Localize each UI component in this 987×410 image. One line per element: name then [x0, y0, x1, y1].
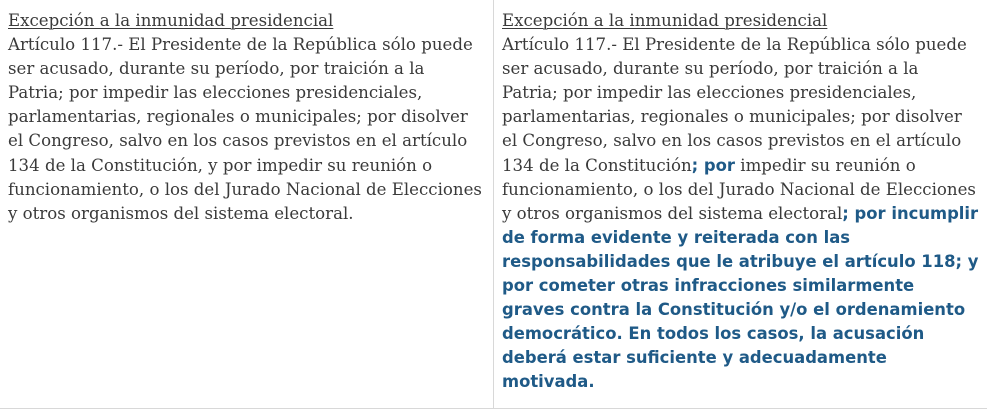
modified-text-column — [494, 0, 987, 408]
right-article-body-part2: impedir su reunión o funcionamiento, o los del Jurado Nacional de Elecciones y otros organismos del sistema electoral — [502, 155, 976, 223]
left-article-title: Excepción a la inmunidad presidencial — [8, 11, 334, 30]
left-article-body: Artículo 117.- El Presidente de la República sólo puede ser acusado, durante su período, por traición a la Patria; por impedir las elecciones presidenciales, parlamentarias, regionales o municipales; por disolver el Congreso, salvo en los casos previstos en el artículo 134 de la Constitución, y por impedir su reunión o funcionamiento, o los del Jurado Nacional de Elecciones y otros organismos del sistema electoral. — [8, 35, 482, 223]
right-article-title: Excepción a la inmunidad presidencial — [502, 11, 828, 30]
right-highlight-2: ; por incumplir de forma evidente y reiterada con las responsabilidades que le atribuye el artículo 118; y por cometer otras infracciones similarmente graves contra la Constitución y/o el ordenamiento democrático. En todos los casos, la acusación deberá estar suficiente y adecuadamente motivada. — [502, 203, 979, 392]
right-article-body-part1: Artículo 117.- El Presidente de la República sólo puede ser acusado, durante su período, por traición a la Patria; por impedir las elecciones presidenciales, parlamentarias, regionales o municipales; por disolver el Congreso, salvo en los casos previstos en el artículo 134 de la Constitución — [502, 35, 967, 175]
right-highlight-1: ; por — [691, 155, 735, 175]
original-text-column — [0, 0, 494, 408]
